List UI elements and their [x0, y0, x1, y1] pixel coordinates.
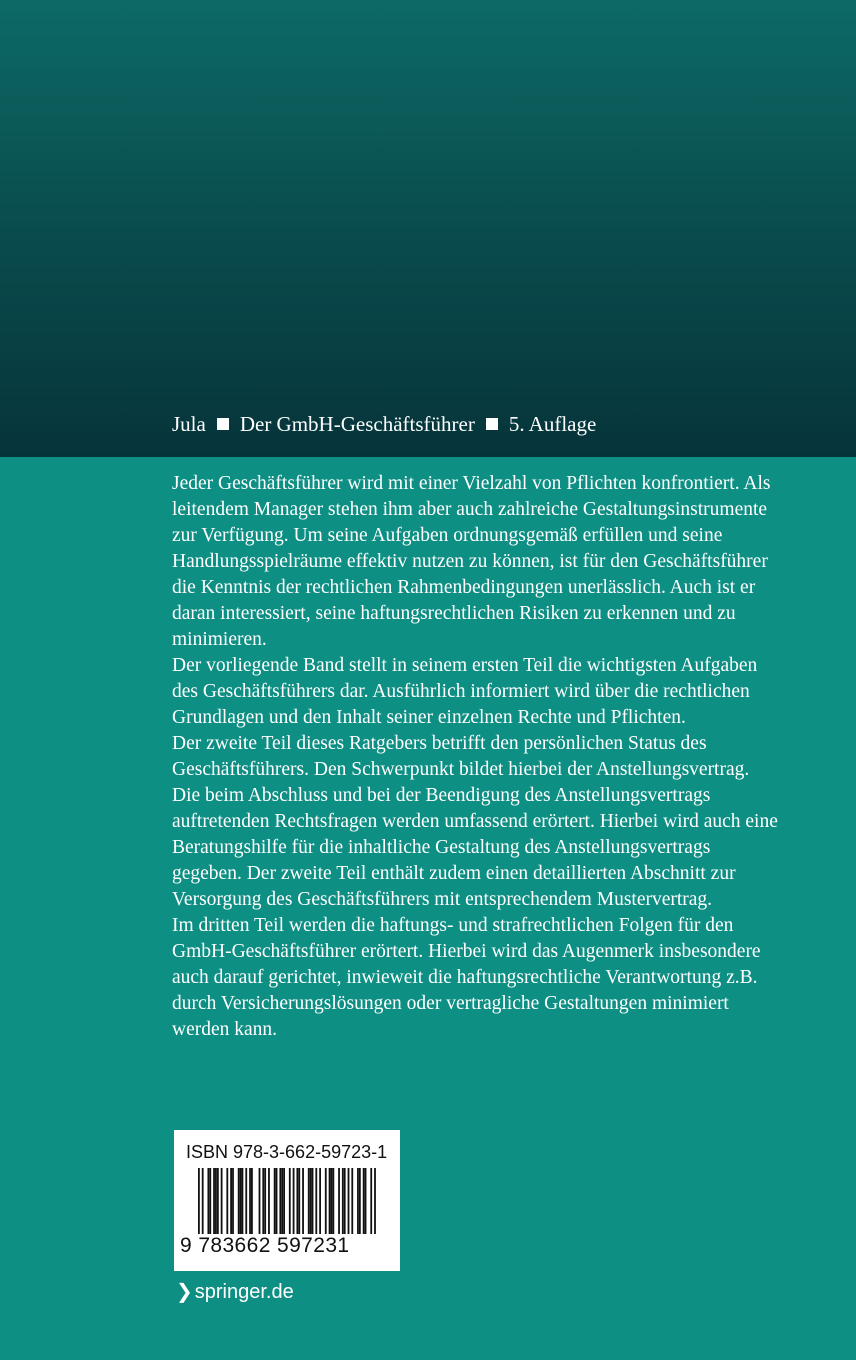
barcode-bar	[331, 1168, 333, 1238]
barcode-bar	[276, 1168, 278, 1238]
barcode-bar	[293, 1168, 295, 1238]
barcode-bar	[217, 1168, 219, 1238]
barcode-bar	[249, 1168, 251, 1238]
barcode-bar	[332, 1168, 334, 1238]
description-paragraph-2: Der vorliegende Band stellt in seinem ersten Teil die wichtigsten Aufgaben des Geschäftsführers dar. Ausführlich informiert wird über die rechtlichen Grundlagen und den Inhalt seiner einzelnen Rechte und Pflichten.	[172, 655, 758, 728]
description-paragraph-1: Jeder Geschäftsführer wird mit einer Vielzahl von Pflichten konfrontiert. Als leitendem Manager stehen ihm aber auch zahlreiche Gestaltungsinstrumente zur Verfügung. Um seine Aufgaben ordnungsgemäß erfüllen und seine Handlungsspielräume effektiv nutzen zu können, ist für den Geschäftsführer die Kenntnis der rechtlichen Rahmenbedingungen unerlässlich. Auch ist er daran interessiert, seine haftungsrechtlichen Risiken zu erkennen und zu minimieren.	[172, 473, 771, 650]
barcode-bar	[338, 1168, 340, 1238]
barcode-bar	[363, 1168, 365, 1238]
barcode-bar	[283, 1168, 285, 1238]
barcode-bar	[268, 1168, 270, 1238]
author-name: Jula	[172, 412, 206, 436]
barcode-bar	[357, 1168, 359, 1238]
barcode-bar	[221, 1168, 223, 1238]
barcode-bar	[207, 1168, 209, 1238]
publisher-link[interactable]	[176, 1279, 294, 1304]
barcode-bar	[315, 1168, 317, 1238]
barcode-bar	[259, 1168, 261, 1238]
barcode-bar	[296, 1168, 298, 1238]
book-title: Der GmbH-Geschäftsführer	[239, 412, 475, 436]
barcode-bar	[251, 1168, 253, 1238]
barcode-bar	[226, 1168, 228, 1238]
barcode-bar	[274, 1168, 276, 1238]
barcode-bar	[325, 1168, 327, 1238]
chevron-right-icon: ❯	[176, 1281, 193, 1303]
cover-top-band	[0, 0, 856, 457]
description-paragraph-4: Im dritten Teil werden die haftungs- und strafrechtlichen Folgen für den GmbH-Geschäftsführer erörtert. Hierbei wird das Augenmerk insbesondere auch darauf gerichtet, inwieweit die haftungsrechtliche Verantwortung z.B. durch Versicherungslösungen oder vertragliche Gestaltungen minimiert werden kann.	[172, 915, 761, 1040]
barcode-bar	[344, 1168, 346, 1238]
isbn-label: ISBN 978-3-662-59723-1	[186, 1142, 388, 1162]
barcode-bar	[238, 1168, 240, 1238]
separator-square	[486, 418, 498, 430]
barcode-bar	[281, 1168, 283, 1238]
barcode-bar	[312, 1168, 314, 1238]
barcode-digits: 9 783662 597231	[180, 1234, 394, 1258]
edition-label: 5. Auflage	[508, 412, 597, 436]
barcode-bar	[302, 1168, 304, 1238]
book-title-line	[172, 412, 596, 437]
barcode-bar	[310, 1168, 312, 1238]
barcode-bar	[230, 1168, 232, 1238]
barcode-bar	[264, 1168, 266, 1238]
barcode-bar	[262, 1168, 264, 1238]
barcode-bar	[342, 1168, 344, 1238]
barcode-bar	[209, 1168, 211, 1238]
barcode-bar	[213, 1168, 215, 1238]
barcode-bar	[308, 1168, 310, 1238]
barcode-bar	[215, 1168, 217, 1238]
barcode-bar	[348, 1168, 350, 1238]
barcode-bar	[240, 1168, 242, 1238]
description-paragraph-3: Der zweite Teil dieses Ratgebers betrifft den persönlichen Status des Geschäftsführers. Den Schwerpunkt bildet hierbei der Anstellungsvertrag. Die beim Abschluss und bei der Beendigung des Anstellungsvertrags auftretenden Rechtsfragen werden umfassend erörtert. Hierbei wird auch eine Beratungshilfe für die inhaltliche Gestaltung des Anstellungsvertrags gegeben. Der zweite Teil enthält zudem einen detaillierten Abschnitt zur Versorgung des Geschäftsführers mit entsprechendem Mustervertrag.	[172, 733, 778, 910]
book-description	[172, 471, 782, 1043]
publisher-url: springer.de	[194, 1281, 294, 1303]
barcode-bar	[329, 1168, 331, 1238]
barcode-bar	[351, 1168, 353, 1238]
isbn-barcode	[174, 1130, 400, 1271]
separator-square	[217, 418, 229, 430]
barcode-bar	[232, 1168, 234, 1238]
barcode-bar	[319, 1168, 321, 1238]
barcode-bar	[298, 1168, 300, 1238]
barcode-bar	[279, 1168, 281, 1238]
barcode-bar	[245, 1168, 247, 1238]
barcode-bar	[365, 1168, 367, 1238]
barcode-bar	[242, 1168, 244, 1238]
barcode-bar	[359, 1168, 361, 1238]
